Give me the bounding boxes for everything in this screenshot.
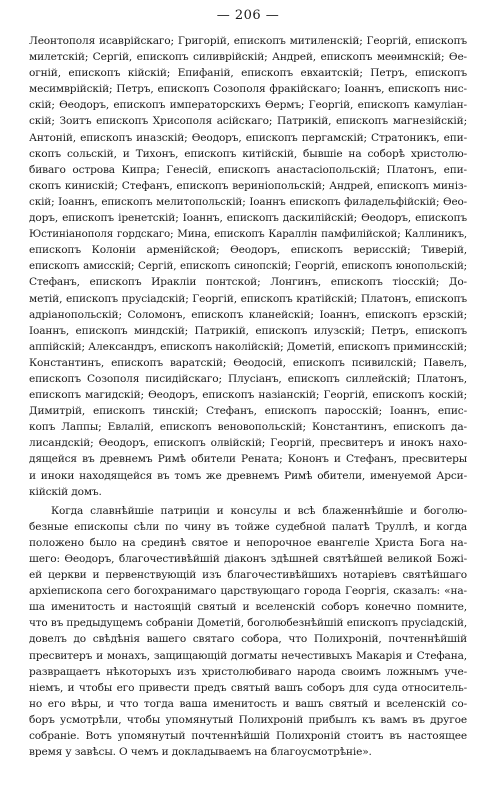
text-line: Когда славнѣйшіе патриціи и консулы и всѣ блаженнѣйшіе и боголю- <box>51 504 467 517</box>
text-line: Стефанъ, епископъ Иракліи понтской; Лонгинъ, епископъ тіосскій; До- <box>29 276 467 289</box>
text-line: скопъ сольскій, и Тихонъ, епископъ китійскій, бывшіе на соборѣ христолю- <box>29 147 467 160</box>
page-number: — 206 — <box>216 8 280 23</box>
text-line: адріанопольскій; Соломонъ, епископъ кланейскій; Іоаннъ, епископъ ерзскій; <box>29 308 467 321</box>
text-line: Юстиніанополя гордскаго; Мина, епископъ Караллін памфилійской; Каллиникъ, <box>29 228 467 241</box>
text-line: метій, епископъ прусіадскій; Георгій, епископъ кратійскій; Платонъ, епископъ <box>29 292 467 305</box>
text-line: епископъ магидскій; Ѳеодоръ, епископъ назіанскій; Георгій, епископъ коскій; <box>29 389 467 402</box>
document-page <box>29 8 467 760</box>
text-line: скій; Іоаннъ, епископъ мелитопольскій; Іоаннъ епископъ филадельфійскій; Ѳео- <box>29 195 467 208</box>
text-line: аппійскій; Александръ, епископъ наколійскій; Дометій, епископъ приминсскій; <box>29 340 468 353</box>
text-line: дящейся въ древнемъ Римѣ обители Рената; Кононъ и Стефанъ, пресвитеры <box>29 453 467 466</box>
text-line: месимврійскій; Петръ, епископъ Созополя фракійскаго; Іоаннъ, епископъ нис- <box>29 83 467 96</box>
text-line: но его вѣры, и что тогда ваша именитость и вашъ святый и вселенскій со- <box>29 697 467 710</box>
paragraph-1 <box>29 33 467 500</box>
text-line: епископъ амисскій; Сергій, епископъ синопскій; Георгій, епископъ юнопольскій; <box>29 260 467 273</box>
text-line: архіепископа сего богохранимаго царствующаго города Георгія, сказалъ: «на- <box>29 585 467 598</box>
text-line: епископъ Колоніи арменійской; Ѳеодоръ, епископъ верисскій; Тиверій, <box>29 244 467 257</box>
text-line: боръ усмотрѣли, чтобы упомянутый Полихроній прибылъ къ вамъ въ другое <box>29 713 467 726</box>
paragraph-2 <box>29 503 467 761</box>
text-line: доръ, епископъ іренетскій; Іоаннъ, епископъ даскилійскій; Ѳеодоръ, епископъ <box>29 212 467 225</box>
text-line: довелъ до свѣдѣнія вашего святаго собора, что Полихроній, почтеннѣйшій <box>29 633 467 646</box>
text-line: биваго острова Кипра; Генесій, епископъ анастасіопольскій; Платонъ, епи- <box>29 163 467 176</box>
text-line: ша именитость и настоящій святый и вселенскій соборъ конечно помните, <box>29 601 467 614</box>
text-line: скопъ кинискій; Стефанъ, епископъ вериніопольскій; Андрей, епископъ миніз- <box>29 179 467 192</box>
text-line: копъ Лаппы; Евлалій, епископъ веновопольскій; Константинъ, епископъ да- <box>29 421 467 434</box>
text-line: собраніе. Вотъ упомянутый почтеннѣйшій Полихроній стоитъ въ настоящее <box>29 730 467 743</box>
text-line: Димитрій, епископъ тинскій; Стефанъ, епископъ паросскій; Іоаннъ, епис- <box>29 405 467 418</box>
text-line: ей церкви и первенствующій изъ благочестивѣйшихъ нотаріевъ святѣйшаго <box>29 569 467 582</box>
text-line: епископъ Созополя писидійскаго; Плусіанъ, епископъ силлейскій; Платонъ, <box>29 372 467 385</box>
text-line: ніемъ, и чтобы его привести предъ святый вашъ соборъ для суда относитель- <box>29 681 467 694</box>
text-line: кійскій домъ. <box>29 485 102 498</box>
text-line: скій; Зоитъ епископъ Хрисополя асійскаго; Патрикій, епископъ магнезійскій; <box>29 115 467 128</box>
text-line: шего: Ѳеодоръ, благочестивѣйшій діаконъ здѣшней святѣйшей великой Божі- <box>29 553 467 565</box>
text-line: милетскій; Сергій, епископъ силиврійскій; Андрей, епископъ меѳимнскій; Ѳе- <box>29 51 467 64</box>
text-line: скій; Ѳеодоръ, епископъ императорскихъ Ѳермъ; Георгій, епископъ камуліан- <box>29 99 467 112</box>
text-line: положено было на срединѣ святое и непорочное евангеліе Христа Бога на- <box>29 536 467 549</box>
text-line: лисандскій; Ѳеодоръ, епископъ олвійскій; Георгій, пресвитеръ и инокъ нахо- <box>29 437 467 450</box>
text-line: Леонтополя исаврійскаго; Григорій, епископъ митиленскій; Георгій, епископъ <box>29 35 467 47</box>
text-line: и иноки находящейся въ томъ же древнемъ Римѣ обители, именуемой Арси- <box>29 469 467 482</box>
text-line: огній, епископъ кійскій; Епифаній, епископъ евхаитскій; Петръ, епископъ <box>29 67 467 80</box>
text-line: Антоній, епископъ иназскій; Ѳеодоръ, епископъ пергамскій; Стратоникъ, епи- <box>29 131 467 144</box>
text-line: пресвитеръ и монахъ, защищающій догматы нечестивыхъ Макарія и Стефана, <box>29 649 467 662</box>
text-line: развращаетъ нѣкоторыхъ изъ христолюбиваго народа своимъ ложнымъ уче- <box>29 665 467 678</box>
text-line: время у завѣсы. О чемъ и докладываемъ на благоусмотрѣніе». <box>29 746 372 759</box>
text-line: Іоаннъ, епископъ миндскій; Патрикій, епископъ илузскій; Петръ, епископъ <box>29 324 467 337</box>
text-line: безные епископы сѣли по чину въ тойже судебной палатѣ Труллѣ, и когда <box>29 520 467 533</box>
text-line: Константинъ, епископъ варатскій; Ѳеодосій, епископъ псивилскій; Павелъ, <box>29 356 467 369</box>
text-line: что въ предыдущемъ собраніи Дометій, боголюбезнѣйшій епископъ прусіадскій, <box>29 617 467 630</box>
